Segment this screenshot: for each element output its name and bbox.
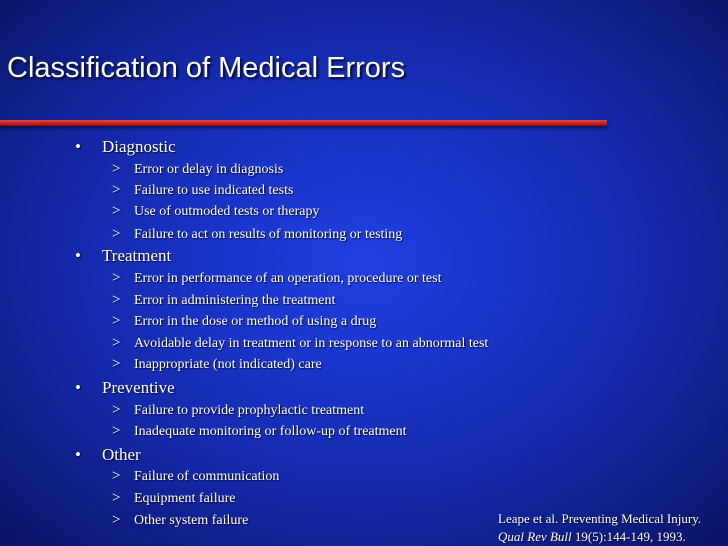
list-item-text: Failure to act on results of monitoring or testing (134, 227, 403, 242)
list-item (112, 422, 407, 441)
list-item-text: Error in the dose or method of using a drug (134, 314, 377, 329)
list-item-text: Error in performance of an operation, procedure or test (134, 271, 442, 286)
chevron-right-icon: > (112, 402, 121, 418)
list-item (112, 291, 335, 310)
chevron-right-icon: > (112, 468, 121, 484)
citation-details: 19(5):144-149, 1993. (571, 529, 686, 544)
list-item-text: Error or delay in diagnosis (134, 162, 284, 177)
category-label: Other (102, 445, 141, 464)
chevron-right-icon: > (112, 226, 121, 242)
citation-line-2 (498, 528, 701, 546)
citation-line-1: Leape et al. Preventing Medical Injury. (498, 511, 702, 526)
list-item-text: Error in administering the treatment (134, 293, 336, 308)
chevron-right-icon: > (112, 203, 121, 219)
chevron-right-icon: > (112, 490, 121, 506)
category-label: Diagnostic (102, 137, 176, 156)
category-treatment (75, 246, 171, 266)
chevron-right-icon: > (112, 161, 121, 177)
list-item (112, 401, 364, 420)
list-item (112, 269, 441, 288)
chevron-right-icon: > (112, 292, 121, 308)
bullet-icon: • (75, 246, 81, 265)
list-item (112, 202, 319, 221)
citation (498, 510, 701, 546)
list-item-text: Other system failure (134, 513, 249, 528)
category-preventive (75, 378, 175, 398)
chevron-right-icon: > (112, 335, 121, 351)
chevron-right-icon: > (112, 423, 121, 439)
category-diagnostic (75, 137, 176, 157)
list-item-text: Inappropriate (not indicated) care (134, 357, 322, 372)
list-item-text: Inadequate monitoring or follow-up of treatment (134, 424, 407, 439)
chevron-right-icon: > (112, 270, 121, 286)
list-item-text: Failure to use indicated tests (134, 183, 294, 198)
list-item-text: Failure to provide prophylactic treatment (134, 403, 365, 418)
list-item (112, 181, 293, 200)
list-item (112, 489, 235, 508)
list-item (112, 511, 248, 530)
category-label: Preventive (102, 378, 175, 397)
bullet-icon: • (75, 137, 81, 156)
category-other (75, 445, 141, 465)
list-item-text: Use of outmoded tests or therapy (134, 204, 320, 219)
list-item (112, 334, 488, 353)
bullet-icon: • (75, 378, 81, 397)
list-item (112, 312, 376, 331)
category-label: Treatment (102, 246, 172, 265)
list-item-text: Failure of communication (134, 469, 280, 484)
chevron-right-icon: > (112, 512, 121, 528)
list-item (112, 160, 283, 179)
chevron-right-icon: > (112, 356, 121, 372)
chevron-right-icon: > (112, 182, 121, 198)
list-item (112, 225, 402, 244)
citation-journal: Qual Rev Bull (498, 529, 572, 544)
bullet-icon: • (75, 445, 81, 464)
list-item-text: Avoidable delay in treatment or in response to an abnormal test (134, 336, 489, 351)
list-item (112, 467, 279, 486)
list-item-text: Equipment failure (134, 491, 236, 506)
list-item (112, 355, 322, 374)
chevron-right-icon: > (112, 313, 121, 329)
slide-title: Classification of Medical Errors (7, 52, 406, 84)
